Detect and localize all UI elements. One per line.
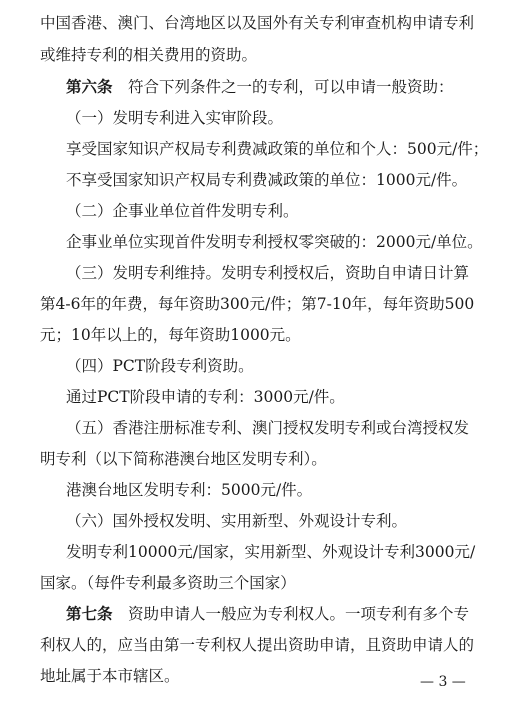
list-item-heading bbox=[66, 262, 488, 284]
line-text: （三）发明专利维持。发明专利授权后，资助自申请日计算 bbox=[66, 264, 470, 282]
line-text: 符合下列条件之一的专利，可以申请一般资助： bbox=[112, 78, 454, 96]
article-label: 第六条 bbox=[66, 77, 113, 96]
paragraph-line bbox=[40, 12, 488, 34]
line-text: 地址属于本市辖区。 bbox=[40, 667, 180, 685]
paragraph-line bbox=[66, 138, 488, 160]
list-item-heading bbox=[66, 510, 488, 532]
list-item-heading bbox=[66, 200, 488, 222]
paragraph-line bbox=[40, 572, 488, 594]
article-7-heading bbox=[66, 603, 488, 625]
line-text: 通过PCT阶段申请的专利：3000元/件。 bbox=[66, 388, 345, 406]
article-label: 第七条 bbox=[66, 604, 113, 623]
page-number: — 3 — bbox=[420, 674, 466, 690]
article-6-heading bbox=[66, 76, 488, 98]
line-text: 企事业单位实现首件发明专利授权零突破的：2000元/单位。 bbox=[66, 233, 483, 251]
line-text: （一）发明专利进入实审阶段。 bbox=[66, 109, 284, 127]
line-text: 资助申请人一般应为专利权人。一项专利有多个专 bbox=[112, 605, 470, 623]
line-text: 第4-6年的年费，每年资助300元/件；第7-10年，每年资助500 bbox=[40, 295, 475, 313]
paragraph-line bbox=[40, 324, 488, 346]
paragraph-line bbox=[66, 479, 488, 501]
list-item-heading bbox=[66, 355, 488, 377]
line-text: （五）香港注册标准专利、澳门授权发明专利或台湾授权发 bbox=[66, 419, 470, 437]
line-text: （二）企事业单位首件发明专利。 bbox=[66, 202, 299, 220]
list-item-heading bbox=[66, 107, 488, 129]
line-text: （四）PCT阶段专利资助。 bbox=[66, 357, 254, 375]
paragraph-line bbox=[66, 386, 488, 408]
line-text: 元；10年以上的，每年资助1000元。 bbox=[40, 326, 301, 344]
paragraph-line bbox=[40, 634, 488, 656]
paragraph-line bbox=[40, 44, 488, 66]
paragraph-line bbox=[40, 293, 488, 315]
line-text: 或维持专利的相关费用的资助。 bbox=[40, 46, 258, 64]
line-text: 港澳台地区发明专利：5000元/件。 bbox=[66, 481, 313, 499]
list-item-heading bbox=[66, 417, 488, 439]
paragraph-line bbox=[66, 541, 488, 563]
line-text: 享受国家知识产权局专利费减政策的单位和个人：500元/件； bbox=[66, 140, 488, 158]
line-text: 不享受国家知识产权局专利费减政策的单位：1000元/件。 bbox=[66, 171, 468, 189]
line-text: 中国香港、澳门、台湾地区以及国外有关专利审查机构申请专利 bbox=[40, 14, 475, 32]
line-text: 明专利（以下简称港澳台地区发明专利）。 bbox=[40, 450, 327, 468]
line-text: （六）国外授权发明、实用新型、外观设计专利。 bbox=[66, 512, 408, 530]
line-text: 发明专利10000元/国家，实用新型、外观设计专利3000元/ bbox=[66, 543, 476, 561]
paragraph-line bbox=[66, 231, 488, 253]
line-text: 利权人的，应当由第一专利权人提出资助申请，且资助申请人的 bbox=[40, 636, 475, 654]
paragraph-line bbox=[40, 448, 488, 470]
paragraph-line bbox=[66, 169, 488, 191]
line-text: 国家。（每件专利最多资助三个国家） bbox=[40, 574, 296, 592]
